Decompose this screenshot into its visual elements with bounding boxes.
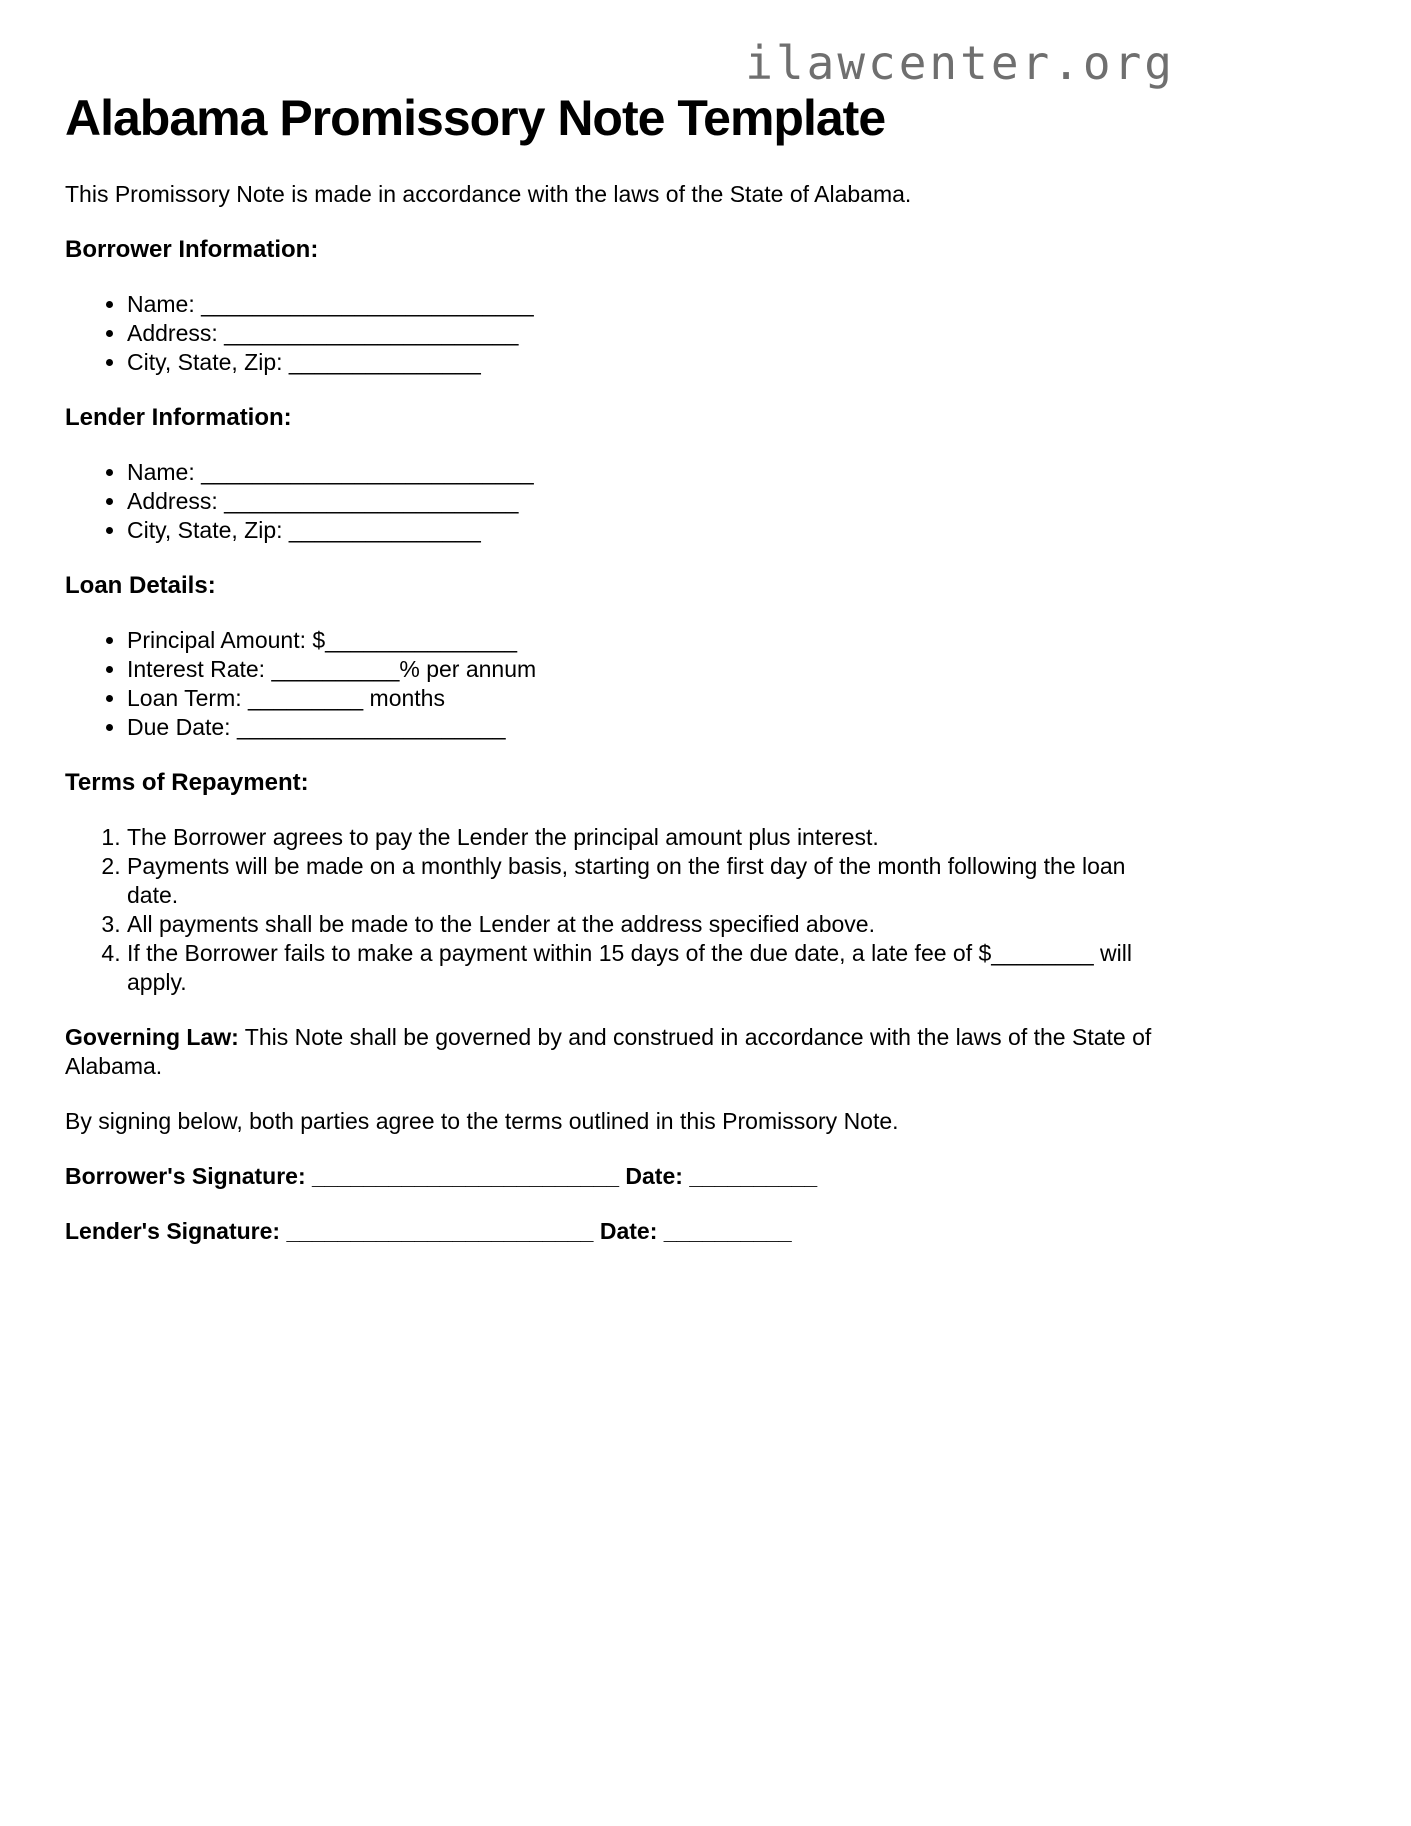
borrower-address-field: • Address: _______________________ [127, 319, 1175, 348]
interest-rate-field: • Interest Rate: __________% per annum [127, 655, 1175, 684]
due-date-field: • Due Date: _____________________ [127, 713, 1175, 742]
governing-law-label: Governing Law: [65, 1023, 239, 1050]
section-heading-loan-details: Loan Details: [65, 571, 216, 599]
term-item-1: 1. The Borrower agrees to pay the Lender the principal amount plus interest. [127, 823, 1175, 852]
lender-address-field: • Address: _______________________ [127, 487, 1175, 516]
borrower-signature-blank: ________________________ [312, 1162, 620, 1189]
lender-signature-label: Lender's Signature: [65, 1217, 281, 1244]
lender-date-label: Date: [599, 1217, 658, 1244]
governing-law-paragraph [65, 1023, 1175, 1081]
borrower-name-field: • Name: __________________________ [127, 290, 1175, 319]
loan-details-list [65, 626, 1175, 742]
borrower-date-label: Date: [625, 1162, 683, 1189]
lender-info-list [65, 458, 1175, 545]
principal-amount-field: • Principal Amount: $_______________ [127, 626, 1175, 655]
section-heading-terms: Terms of Repayment: [65, 768, 309, 796]
term-item-4: 4. If the Borrower fails to make a payment within 15 days of the due date, a late fee of $________ will apply. [127, 939, 1175, 997]
page-title: Alabama Promissory Note Template [65, 89, 886, 146]
borrower-signature-label: Borrower's Signature: [65, 1162, 306, 1189]
governing-law-text: This Note shall be governed by and construed in accordance with the laws of the State of Alabama. [65, 1023, 1152, 1079]
borrower-city-state-zip-field: • City, State, Zip: _______________ [127, 348, 1175, 377]
terms-of-repayment-list [65, 823, 1175, 997]
loan-term-field: • Loan Term: _________ months [127, 684, 1175, 713]
watermark-logo: ilawcenter.org [745, 36, 1175, 90]
intro-paragraph: This Promissory Note is made in accordance with the laws of the State of Alabama. [65, 180, 912, 207]
lender-city-state-zip-field: • City, State, Zip: _______________ [127, 516, 1175, 545]
closing-paragraph: By signing below, both parties agree to the terms outlined in this Promissory Note. [65, 1107, 899, 1134]
section-heading-borrower: Borrower Information: [65, 235, 319, 263]
term-item-2: 2. Payments will be made on a monthly basis, starting on the first day of the month following the loan date. [127, 852, 1175, 910]
lender-date-blank: __________ [663, 1217, 792, 1244]
lender-signature-blank: ________________________ [286, 1217, 594, 1244]
borrower-signature-line [65, 1162, 1175, 1191]
borrower-date-blank: __________ [689, 1162, 818, 1189]
term-item-3: 3. All payments shall be made to the Lender at the address specified above. [127, 910, 1175, 939]
borrower-info-list [65, 290, 1175, 377]
lender-name-field: • Name: __________________________ [127, 458, 1175, 487]
section-heading-lender: Lender Information: [65, 403, 292, 431]
lender-signature-line [65, 1217, 1175, 1246]
